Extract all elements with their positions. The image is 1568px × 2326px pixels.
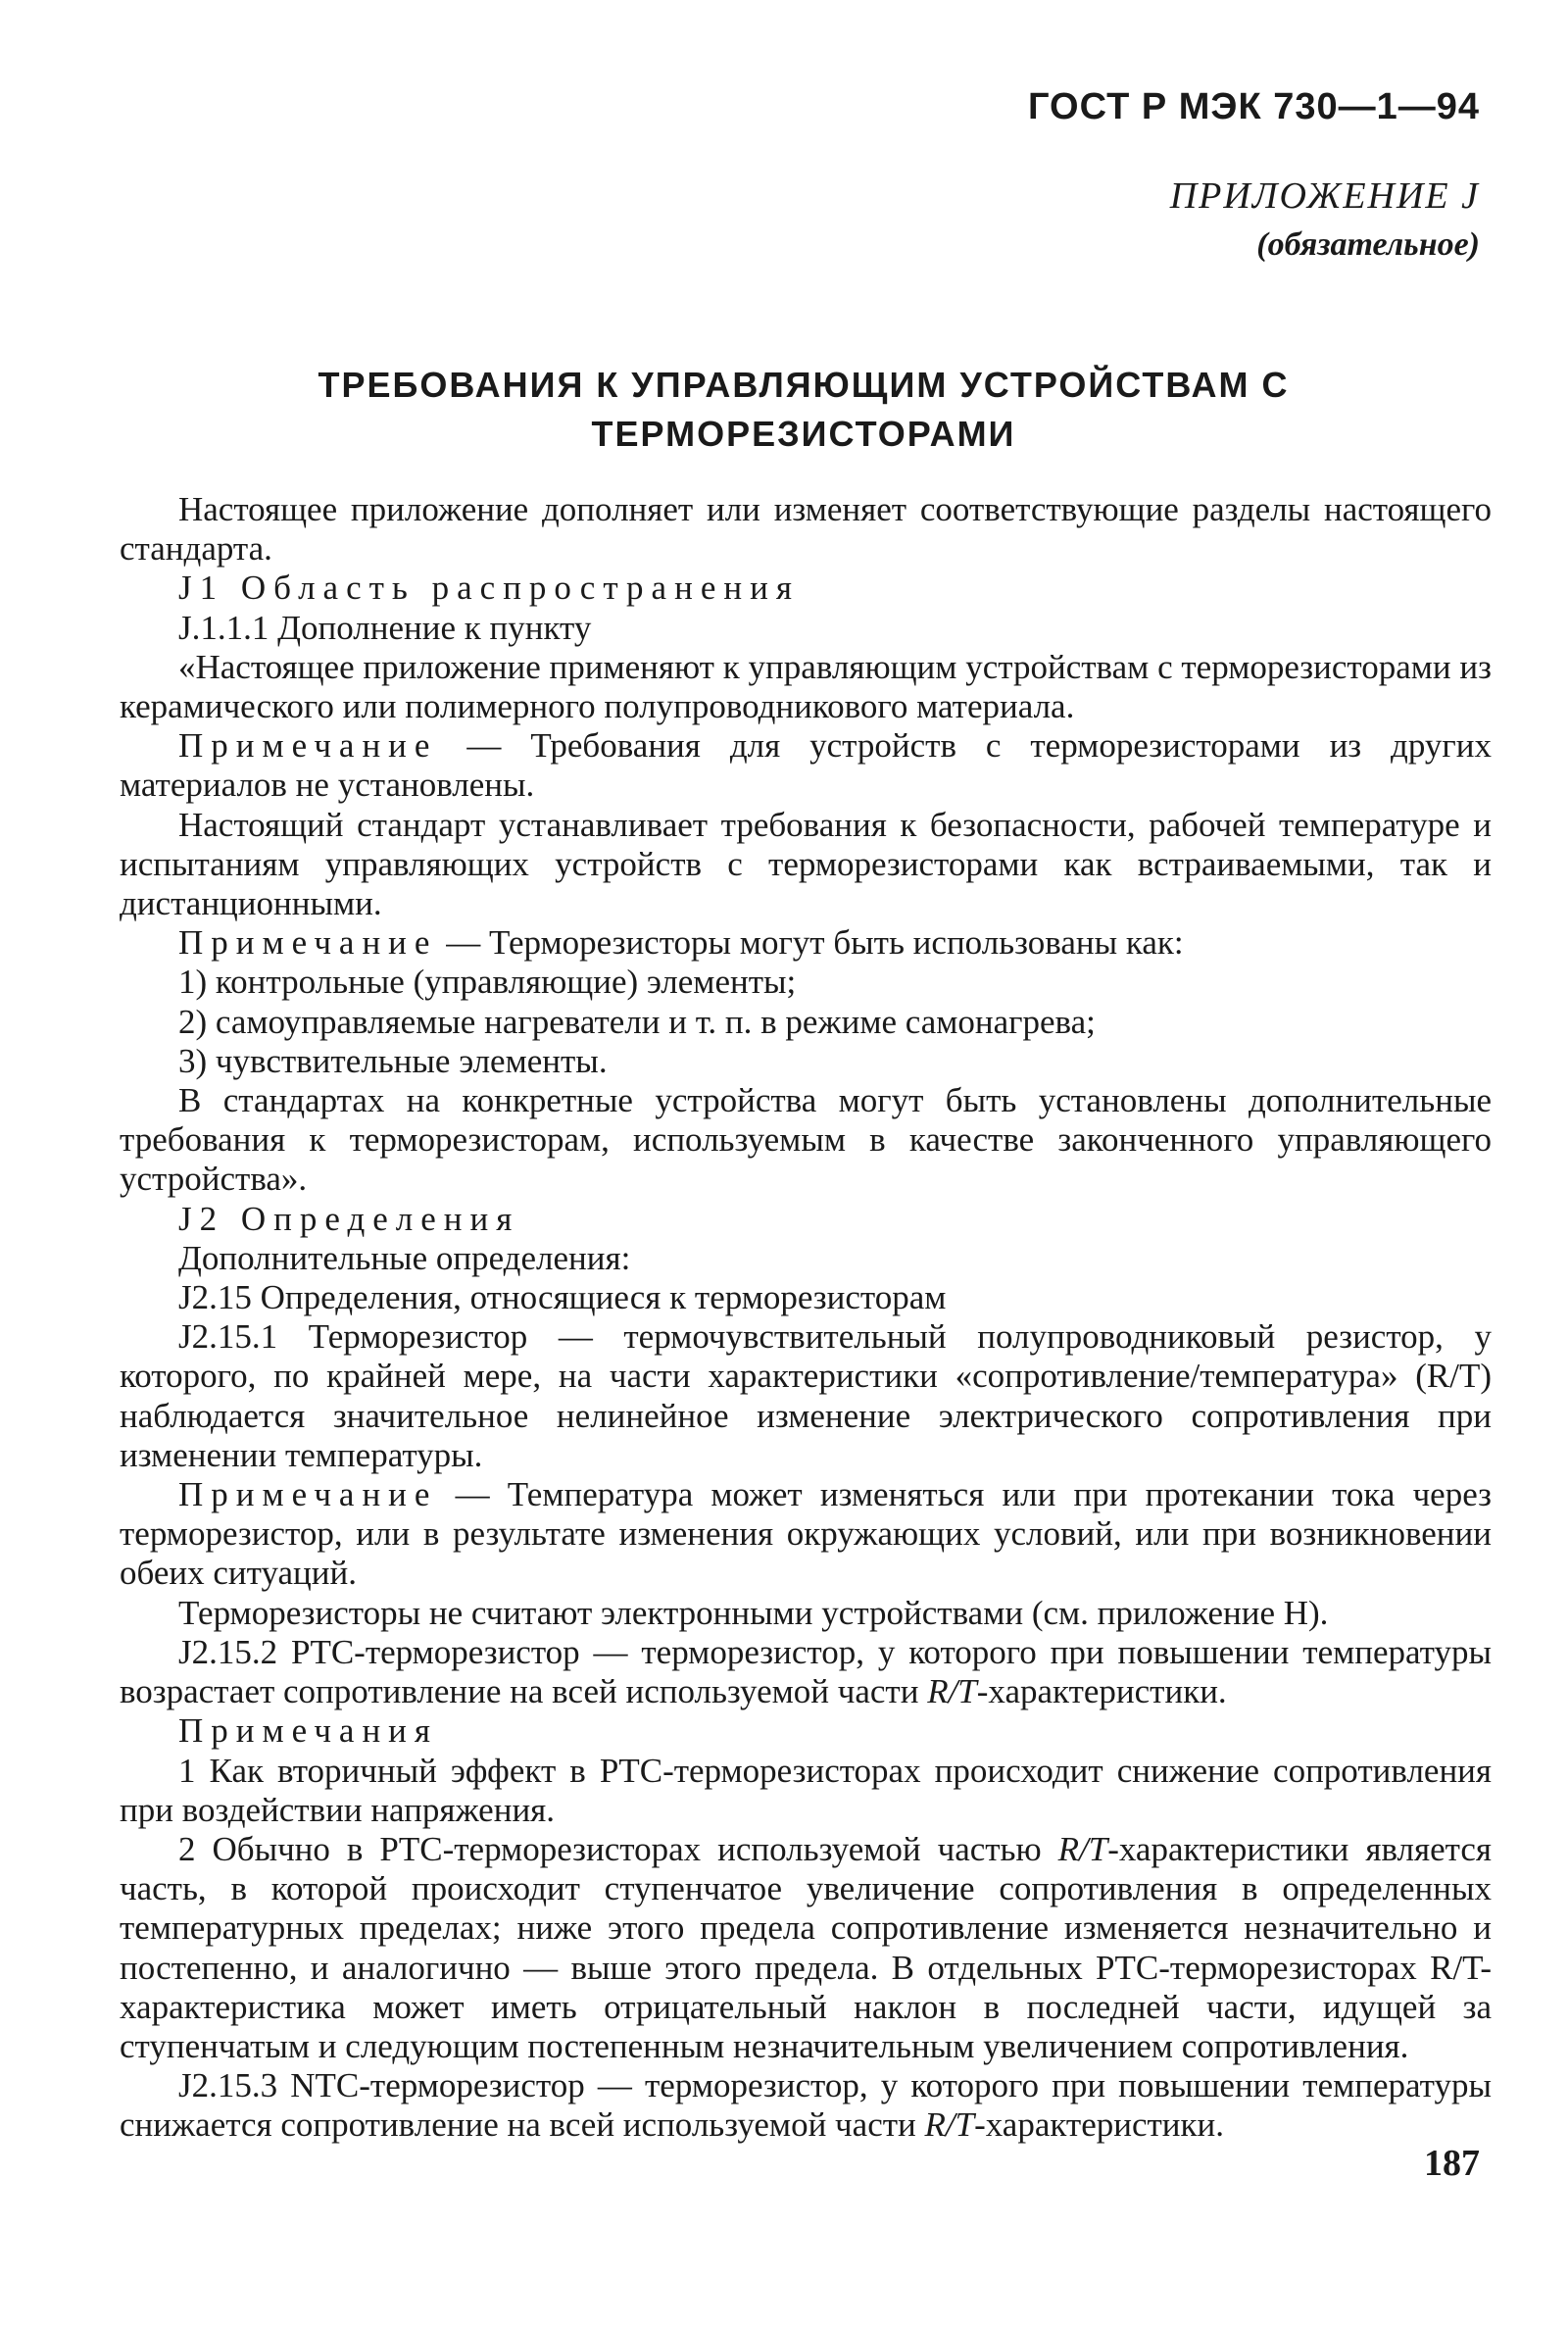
definition-text: -характеристики. [974,2105,1225,2145]
scope-paragraph: «Настоящее приложение применяют к управляющим устройствам с терморезисторами из керамического или полимерного полупроводникового материала. [120,647,1492,726]
rt-symbol: R/T [924,2105,975,2145]
appendix-status: (обязательное) [1256,226,1480,263]
appendix-heading [1170,172,1480,270]
standard-code: ГОСТ Р МЭК 730—1—94 [1027,86,1480,127]
rt-symbol: R/T [927,1672,977,1711]
note-text: — Температура может изменяться или при протекании тока через терморезистор, или в результате изменения окружающих условий, или при возникновении обеих ситуаций. [120,1475,1492,1593]
definition-j2152 [120,1633,1492,1711]
document-body [120,490,1492,2146]
definition-text: J2.15.3 NTC-терморезистор — терморезистор, у которого при повышении температуры снижается сопротивление на всей используемой части [120,2066,1492,2145]
note-text: — Терморезисторы могут быть использованы как: [437,923,1184,963]
not-electronic-paragraph: Терморезисторы не считают электронными устройствами (см. приложение Н). [178,1593,1329,1632]
note-text: 2 Обычно в PTC-терморезисторах используемой частью [178,1829,1058,1868]
section-heading-j1: J1 Область распространения [178,569,800,608]
note-label: Примечание [178,726,438,766]
list-item: 1) контрольные (управляющие) элементы; [178,963,797,1002]
note-paragraph [120,726,1492,805]
appendix-label: ПРИЛОЖЕНИЕ J [1169,175,1480,217]
note-label: Примечание [178,1475,438,1514]
notes-heading: Примечания [178,1711,439,1751]
document-title: ТРЕБОВАНИЯ К УПРАВЛЯЮЩИМ УСТРОЙСТВАМ С ТЕРМОРЕЗИСТОРАМИ [318,365,1290,454]
note-paragraph [120,923,1492,963]
page-number: 187 [1424,2143,1480,2184]
rt-symbol: R/T [1057,1829,1108,1868]
definition-text: J2.15.2 PTC-терморезистор — терморезистор, у которого при повышении температуры возрастает сопротивление на всей используемой части [120,1632,1492,1711]
note-paragraph [120,1475,1492,1594]
subsection-j215: J2.15 Определения, относящиеся к терморезисторам [178,1278,947,1317]
list-item: 3) чувствительные элементы. [178,1041,608,1080]
list-item: 2) самоуправляемые нагреватели и т. п. в режиме самонагрева; [178,1002,1096,1041]
note-text: -характеристики является часть, в которой происходит ступенчатое увеличение сопротивления в определенных температурных пределах; ниже этого предела сопротивление изменяется незначительно и постепенно, и аналогично — выше этого предела. В отдельных PTC-терморезисторах R/T-характеристика может иметь отрицательный наклон в последней части, идущей за ступенчатым и следующим постепенным незначительным увеличением сопротивления. [120,1829,1492,2065]
intro-paragraph: Настоящее приложение дополняет или изменяет соответствующие разделы настоящего стандарта. [120,490,1492,569]
note-text: — Требования для устройств с терморезисторами из других материалов не установлены. [120,726,1492,805]
note-item-2 [120,1830,1492,2066]
standard-paragraph: Настоящий стандарт устанавливает требования к безопасности, рабочей температуре и испытаниям управляющих устройств с терморезисторами как встраиваемыми, так и дистанционными. [120,805,1492,923]
note-item-1: 1 Как вторичный эффект в PTC-терморезисторах происходит снижение сопротивления при воздействии напряжения. [120,1751,1492,1829]
section-heading-j2: J2 Определения [178,1199,520,1238]
definition-j2151: J2.15.1 Терморезистор — термочувствительный полупроводниковый резистор, у которого, по крайней мере, на части характеристики «сопротивление/температура» (R/T) наблюдается значительное нелинейное изменение электрического сопротивления при изменении температуры. [120,1317,1492,1474]
additional-requirements-paragraph: В стандартах на конкретные устройства могут быть установлены дополнительные требования к терморезисторам, используемым в качестве законченного управляющего устройства». [120,1081,1492,1199]
subsection-j111: J.1.1.1 Дополнение к пункту [178,608,592,647]
definition-text: -характеристики. [976,1672,1227,1711]
definition-j2153 [120,2066,1492,2145]
note-label: Примечание [178,923,438,963]
definitions-intro: Дополнительные определения: [178,1238,631,1277]
